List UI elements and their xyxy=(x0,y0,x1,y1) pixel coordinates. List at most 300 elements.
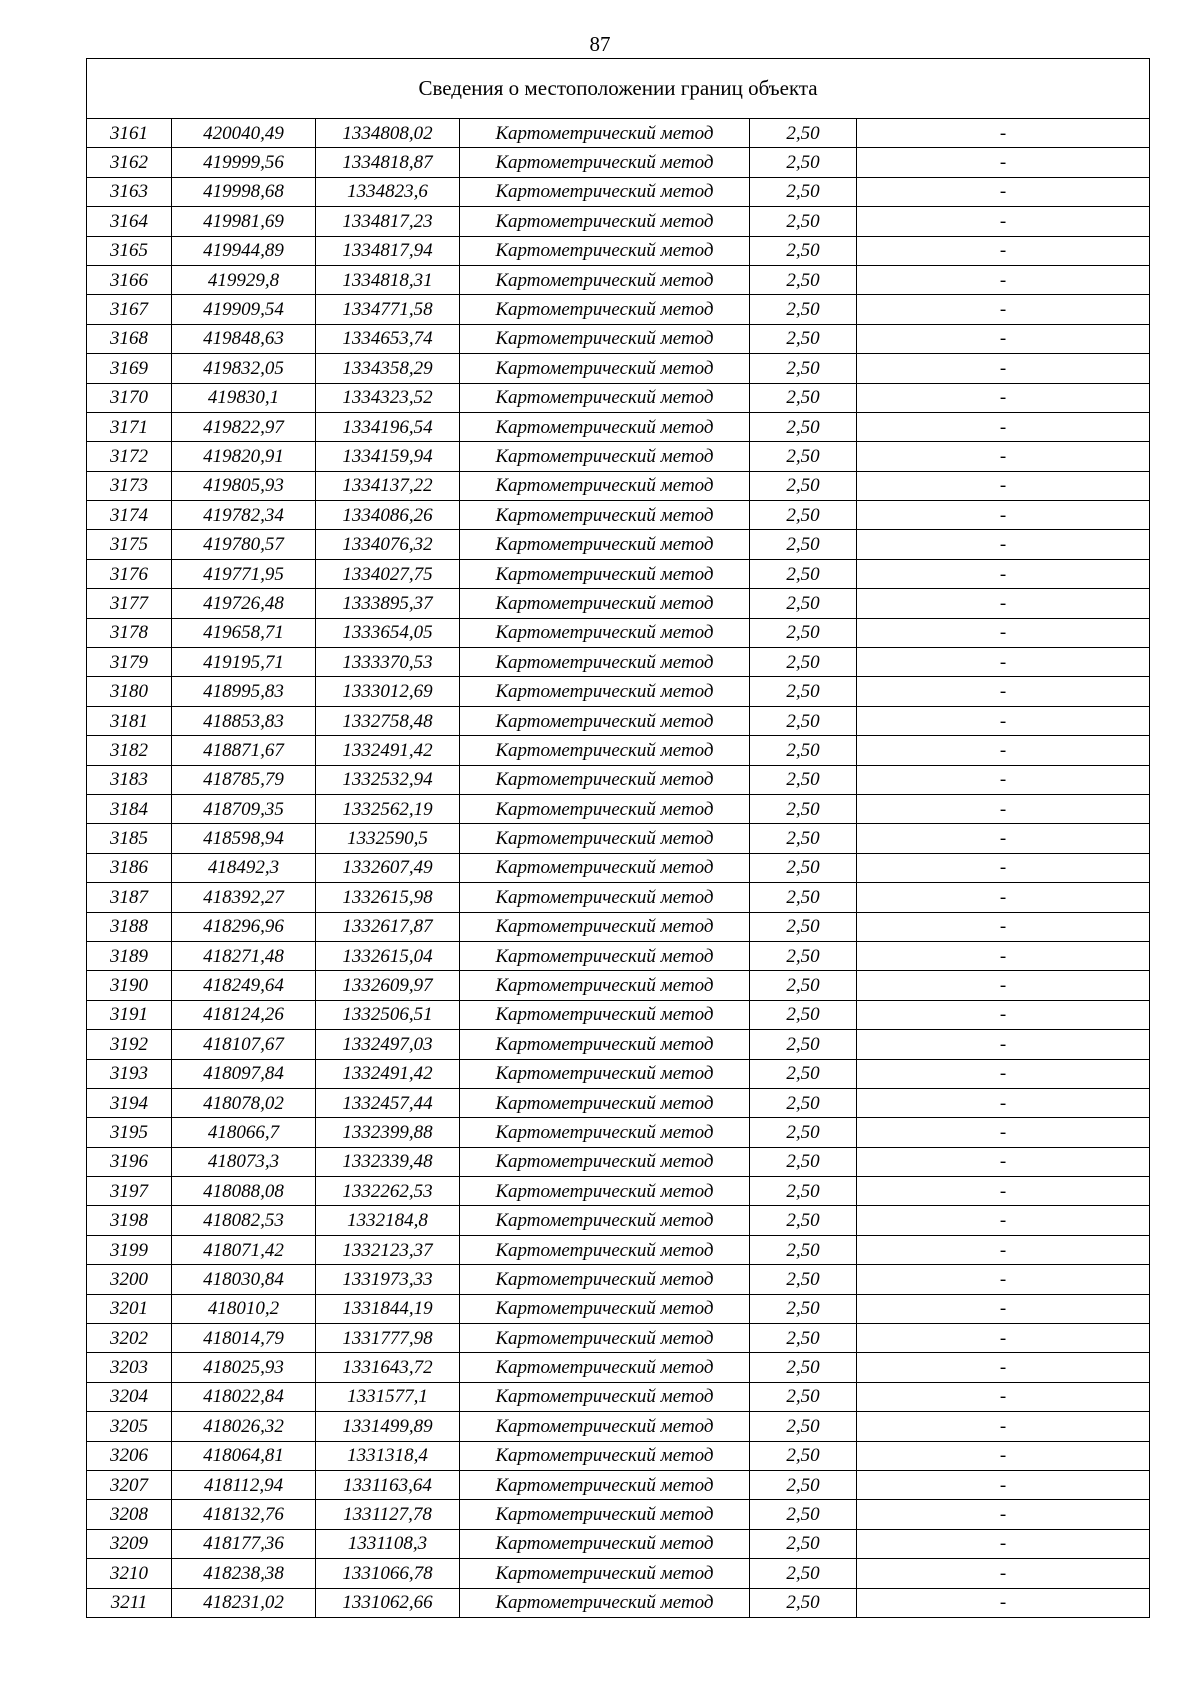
x-coordinate-cell: 418598,94 xyxy=(172,824,316,853)
x-coordinate-cell: 419929,8 xyxy=(172,265,316,294)
y-coordinate-cell: 1333370,53 xyxy=(316,648,460,677)
y-coordinate-cell: 1331844,19 xyxy=(316,1294,460,1323)
table-row xyxy=(87,295,1150,324)
accuracy-cell: 2,50 xyxy=(750,1030,857,1059)
y-coordinate-cell: 1331973,33 xyxy=(316,1265,460,1294)
accuracy-cell: 2,50 xyxy=(750,501,857,530)
accuracy-cell: 2,50 xyxy=(750,1294,857,1323)
y-coordinate-cell: 1331643,72 xyxy=(316,1353,460,1382)
table-row xyxy=(87,1412,1150,1441)
table-row xyxy=(87,1206,1150,1235)
table-row xyxy=(87,383,1150,412)
y-coordinate-cell: 1332339,48 xyxy=(316,1147,460,1176)
point-number-cell: 3204 xyxy=(87,1382,172,1411)
accuracy-cell: 2,50 xyxy=(750,236,857,265)
y-coordinate-cell: 1334771,58 xyxy=(316,295,460,324)
method-cell: Картометрический метод xyxy=(460,383,750,412)
x-coordinate-cell: 419780,57 xyxy=(172,530,316,559)
y-coordinate-cell: 1334808,02 xyxy=(316,119,460,148)
description-cell: - xyxy=(857,618,1150,647)
x-coordinate-cell: 418709,35 xyxy=(172,794,316,823)
method-cell: Картометрический метод xyxy=(460,1265,750,1294)
x-coordinate-cell: 418995,83 xyxy=(172,677,316,706)
accuracy-cell: 2,50 xyxy=(750,1588,857,1617)
y-coordinate-cell: 1331108,3 xyxy=(316,1529,460,1558)
accuracy-cell: 2,50 xyxy=(750,1500,857,1529)
point-number-cell: 3165 xyxy=(87,236,172,265)
point-number-cell: 3207 xyxy=(87,1470,172,1499)
table-row xyxy=(87,1382,1150,1411)
method-cell: Картометрический метод xyxy=(460,236,750,265)
table-caption-row xyxy=(87,59,1150,119)
point-number-cell: 3185 xyxy=(87,824,172,853)
description-cell: - xyxy=(857,794,1150,823)
x-coordinate-cell: 418026,32 xyxy=(172,1412,316,1441)
description-cell: - xyxy=(857,853,1150,882)
description-cell: - xyxy=(857,1235,1150,1264)
x-coordinate-cell: 418082,53 xyxy=(172,1206,316,1235)
description-cell: - xyxy=(857,1500,1150,1529)
method-cell: Картометрический метод xyxy=(460,1147,750,1176)
y-coordinate-cell: 1333654,05 xyxy=(316,618,460,647)
table-row xyxy=(87,589,1150,618)
y-coordinate-cell: 1332615,04 xyxy=(316,941,460,970)
table-row xyxy=(87,1088,1150,1117)
point-number-cell: 3193 xyxy=(87,1059,172,1088)
x-coordinate-cell: 418231,02 xyxy=(172,1588,316,1617)
point-number-cell: 3210 xyxy=(87,1559,172,1588)
description-cell: - xyxy=(857,1441,1150,1470)
point-number-cell: 3172 xyxy=(87,442,172,471)
accuracy-cell: 2,50 xyxy=(750,383,857,412)
accuracy-cell: 2,50 xyxy=(750,706,857,735)
accuracy-cell: 2,50 xyxy=(750,1470,857,1499)
accuracy-cell: 2,50 xyxy=(750,1265,857,1294)
point-number-cell: 3201 xyxy=(87,1294,172,1323)
x-coordinate-cell: 420040,49 xyxy=(172,119,316,148)
y-coordinate-cell: 1334358,29 xyxy=(316,354,460,383)
table-row xyxy=(87,412,1150,441)
table-row xyxy=(87,148,1150,177)
point-number-cell: 3178 xyxy=(87,618,172,647)
description-cell: - xyxy=(857,295,1150,324)
accuracy-cell: 2,50 xyxy=(750,354,857,383)
description-cell: - xyxy=(857,148,1150,177)
table-row xyxy=(87,236,1150,265)
method-cell: Картометрический метод xyxy=(460,736,750,765)
x-coordinate-cell: 418785,79 xyxy=(172,765,316,794)
x-coordinate-cell: 419998,68 xyxy=(172,177,316,206)
method-cell: Картометрический метод xyxy=(460,648,750,677)
x-coordinate-cell: 419981,69 xyxy=(172,207,316,236)
y-coordinate-cell: 1334027,75 xyxy=(316,559,460,588)
x-coordinate-cell: 418088,08 xyxy=(172,1177,316,1206)
y-coordinate-cell: 1331163,64 xyxy=(316,1470,460,1499)
point-number-cell: 3169 xyxy=(87,354,172,383)
method-cell: Картометрический метод xyxy=(460,1177,750,1206)
accuracy-cell: 2,50 xyxy=(750,765,857,794)
method-cell: Картометрический метод xyxy=(460,1324,750,1353)
method-cell: Картометрический метод xyxy=(460,1088,750,1117)
table-row xyxy=(87,1353,1150,1382)
y-coordinate-cell: 1333012,69 xyxy=(316,677,460,706)
method-cell: Картометрический метод xyxy=(460,412,750,441)
description-cell: - xyxy=(857,1294,1150,1323)
y-coordinate-cell: 1334653,74 xyxy=(316,324,460,353)
table-row xyxy=(87,824,1150,853)
accuracy-cell: 2,50 xyxy=(750,442,857,471)
point-number-cell: 3211 xyxy=(87,1588,172,1617)
description-cell: - xyxy=(857,1559,1150,1588)
method-cell: Картометрический метод xyxy=(460,883,750,912)
accuracy-cell: 2,50 xyxy=(750,530,857,559)
point-number-cell: 3166 xyxy=(87,265,172,294)
description-cell: - xyxy=(857,119,1150,148)
x-coordinate-cell: 418271,48 xyxy=(172,941,316,970)
table-row xyxy=(87,1324,1150,1353)
y-coordinate-cell: 1332562,19 xyxy=(316,794,460,823)
accuracy-cell: 2,50 xyxy=(750,824,857,853)
table-row xyxy=(87,1000,1150,1029)
method-cell: Картометрический метод xyxy=(460,1059,750,1088)
point-number-cell: 3206 xyxy=(87,1441,172,1470)
x-coordinate-cell: 419944,89 xyxy=(172,236,316,265)
description-cell: - xyxy=(857,736,1150,765)
point-number-cell: 3184 xyxy=(87,794,172,823)
y-coordinate-cell: 1334817,23 xyxy=(316,207,460,236)
point-number-cell: 3174 xyxy=(87,501,172,530)
table-row xyxy=(87,765,1150,794)
accuracy-cell: 2,50 xyxy=(750,618,857,647)
table-row xyxy=(87,1588,1150,1617)
description-cell: - xyxy=(857,471,1150,500)
accuracy-cell: 2,50 xyxy=(750,1382,857,1411)
accuracy-cell: 2,50 xyxy=(750,1177,857,1206)
accuracy-cell: 2,50 xyxy=(750,559,857,588)
table-row xyxy=(87,912,1150,941)
x-coordinate-cell: 419830,1 xyxy=(172,383,316,412)
description-cell: - xyxy=(857,1324,1150,1353)
accuracy-cell: 2,50 xyxy=(750,1059,857,1088)
x-coordinate-cell: 418066,7 xyxy=(172,1118,316,1147)
y-coordinate-cell: 1332590,5 xyxy=(316,824,460,853)
method-cell: Картометрический метод xyxy=(460,1470,750,1499)
method-cell: Картометрический метод xyxy=(460,589,750,618)
table-row xyxy=(87,559,1150,588)
description-cell: - xyxy=(857,648,1150,677)
table-row xyxy=(87,941,1150,970)
accuracy-cell: 2,50 xyxy=(750,1412,857,1441)
accuracy-cell: 2,50 xyxy=(750,1000,857,1029)
x-coordinate-cell: 418112,94 xyxy=(172,1470,316,1499)
point-number-cell: 3180 xyxy=(87,677,172,706)
point-number-cell: 3173 xyxy=(87,471,172,500)
point-number-cell: 3188 xyxy=(87,912,172,941)
point-number-cell: 3186 xyxy=(87,853,172,882)
x-coordinate-cell: 418073,3 xyxy=(172,1147,316,1176)
accuracy-cell: 2,50 xyxy=(750,207,857,236)
x-coordinate-cell: 418124,26 xyxy=(172,1000,316,1029)
point-number-cell: 3194 xyxy=(87,1088,172,1117)
y-coordinate-cell: 1331318,4 xyxy=(316,1441,460,1470)
x-coordinate-cell: 418030,84 xyxy=(172,1265,316,1294)
y-coordinate-cell: 1333895,37 xyxy=(316,589,460,618)
accuracy-cell: 2,50 xyxy=(750,883,857,912)
x-coordinate-cell: 418392,27 xyxy=(172,883,316,912)
method-cell: Картометрический метод xyxy=(460,794,750,823)
description-cell: - xyxy=(857,941,1150,970)
table-row xyxy=(87,177,1150,206)
description-cell: - xyxy=(857,912,1150,941)
description-cell: - xyxy=(857,265,1150,294)
description-cell: - xyxy=(857,530,1150,559)
y-coordinate-cell: 1331499,89 xyxy=(316,1412,460,1441)
description-cell: - xyxy=(857,1118,1150,1147)
point-number-cell: 3199 xyxy=(87,1235,172,1264)
x-coordinate-cell: 418097,84 xyxy=(172,1059,316,1088)
table-row xyxy=(87,1294,1150,1323)
accuracy-cell: 2,50 xyxy=(750,677,857,706)
method-cell: Картометрический метод xyxy=(460,1118,750,1147)
x-coordinate-cell: 419822,97 xyxy=(172,412,316,441)
point-number-cell: 3189 xyxy=(87,941,172,970)
table-row xyxy=(87,1559,1150,1588)
accuracy-cell: 2,50 xyxy=(750,1235,857,1264)
method-cell: Картометрический метод xyxy=(460,1235,750,1264)
point-number-cell: 3203 xyxy=(87,1353,172,1382)
description-cell: - xyxy=(857,354,1150,383)
description-cell: - xyxy=(857,677,1150,706)
accuracy-cell: 2,50 xyxy=(750,295,857,324)
x-coordinate-cell: 419820,91 xyxy=(172,442,316,471)
x-coordinate-cell: 418853,83 xyxy=(172,706,316,735)
description-cell: - xyxy=(857,501,1150,530)
accuracy-cell: 2,50 xyxy=(750,177,857,206)
table-row xyxy=(87,354,1150,383)
method-cell: Картометрический метод xyxy=(460,1353,750,1382)
point-number-cell: 3164 xyxy=(87,207,172,236)
y-coordinate-cell: 1332615,98 xyxy=(316,883,460,912)
table-row xyxy=(87,1470,1150,1499)
method-cell: Картометрический метод xyxy=(460,1206,750,1235)
x-coordinate-cell: 419832,05 xyxy=(172,354,316,383)
accuracy-cell: 2,50 xyxy=(750,265,857,294)
description-cell: - xyxy=(857,1000,1150,1029)
method-cell: Картометрический метод xyxy=(460,853,750,882)
x-coordinate-cell: 418107,67 xyxy=(172,1030,316,1059)
description-cell: - xyxy=(857,1353,1150,1382)
x-coordinate-cell: 419658,71 xyxy=(172,618,316,647)
method-cell: Картометрический метод xyxy=(460,1588,750,1617)
description-cell: - xyxy=(857,971,1150,1000)
description-cell: - xyxy=(857,1265,1150,1294)
method-cell: Картометрический метод xyxy=(460,706,750,735)
y-coordinate-cell: 1332758,48 xyxy=(316,706,460,735)
table-row xyxy=(87,207,1150,236)
accuracy-cell: 2,50 xyxy=(750,1147,857,1176)
accuracy-cell: 2,50 xyxy=(750,1441,857,1470)
point-number-cell: 3187 xyxy=(87,883,172,912)
x-coordinate-cell: 419726,48 xyxy=(172,589,316,618)
x-coordinate-cell: 418022,84 xyxy=(172,1382,316,1411)
method-cell: Картометрический метод xyxy=(460,177,750,206)
x-coordinate-cell: 418132,76 xyxy=(172,1500,316,1529)
table-row xyxy=(87,1265,1150,1294)
description-cell: - xyxy=(857,706,1150,735)
table-row xyxy=(87,1147,1150,1176)
y-coordinate-cell: 1331066,78 xyxy=(316,1559,460,1588)
description-cell: - xyxy=(857,442,1150,471)
table-row xyxy=(87,853,1150,882)
point-number-cell: 3192 xyxy=(87,1030,172,1059)
accuracy-cell: 2,50 xyxy=(750,1353,857,1382)
point-number-cell: 3168 xyxy=(87,324,172,353)
x-coordinate-cell: 418010,2 xyxy=(172,1294,316,1323)
y-coordinate-cell: 1332532,94 xyxy=(316,765,460,794)
method-cell: Картометрический метод xyxy=(460,677,750,706)
accuracy-cell: 2,50 xyxy=(750,412,857,441)
method-cell: Картометрический метод xyxy=(460,324,750,353)
point-number-cell: 3170 xyxy=(87,383,172,412)
method-cell: Картометрический метод xyxy=(460,265,750,294)
description-cell: - xyxy=(857,1382,1150,1411)
point-number-cell: 3177 xyxy=(87,589,172,618)
point-number-cell: 3179 xyxy=(87,648,172,677)
accuracy-cell: 2,50 xyxy=(750,971,857,1000)
y-coordinate-cell: 1334086,26 xyxy=(316,501,460,530)
x-coordinate-cell: 419195,71 xyxy=(172,648,316,677)
x-coordinate-cell: 419782,34 xyxy=(172,501,316,530)
point-number-cell: 3200 xyxy=(87,1265,172,1294)
point-number-cell: 3163 xyxy=(87,177,172,206)
table-row xyxy=(87,794,1150,823)
point-number-cell: 3195 xyxy=(87,1118,172,1147)
y-coordinate-cell: 1334076,32 xyxy=(316,530,460,559)
point-number-cell: 3181 xyxy=(87,706,172,735)
description-cell: - xyxy=(857,236,1150,265)
method-cell: Картометрический метод xyxy=(460,1559,750,1588)
description-cell: - xyxy=(857,559,1150,588)
description-cell: - xyxy=(857,1470,1150,1499)
point-number-cell: 3183 xyxy=(87,765,172,794)
method-cell: Картометрический метод xyxy=(460,471,750,500)
method-cell: Картометрический метод xyxy=(460,1441,750,1470)
accuracy-cell: 2,50 xyxy=(750,1118,857,1147)
method-cell: Картометрический метод xyxy=(460,824,750,853)
y-coordinate-cell: 1334823,6 xyxy=(316,177,460,206)
accuracy-cell: 2,50 xyxy=(750,1324,857,1353)
description-cell: - xyxy=(857,1588,1150,1617)
description-cell: - xyxy=(857,1177,1150,1206)
method-cell: Картометрический метод xyxy=(460,1529,750,1558)
point-number-cell: 3161 xyxy=(87,119,172,148)
point-number-cell: 3190 xyxy=(87,971,172,1000)
point-number-cell: 3209 xyxy=(87,1529,172,1558)
y-coordinate-cell: 1331577,1 xyxy=(316,1382,460,1411)
description-cell: - xyxy=(857,1412,1150,1441)
y-coordinate-cell: 1331777,98 xyxy=(316,1324,460,1353)
point-number-cell: 3175 xyxy=(87,530,172,559)
x-coordinate-cell: 418025,93 xyxy=(172,1353,316,1382)
accuracy-cell: 2,50 xyxy=(750,941,857,970)
description-cell: - xyxy=(857,1529,1150,1558)
y-coordinate-cell: 1332491,42 xyxy=(316,1059,460,1088)
point-number-cell: 3208 xyxy=(87,1500,172,1529)
table-row xyxy=(87,265,1150,294)
method-cell: Картометрический метод xyxy=(460,559,750,588)
accuracy-cell: 2,50 xyxy=(750,794,857,823)
method-cell: Картометрический метод xyxy=(460,119,750,148)
accuracy-cell: 2,50 xyxy=(750,119,857,148)
method-cell: Картометрический метод xyxy=(460,618,750,647)
x-coordinate-cell: 419771,95 xyxy=(172,559,316,588)
accuracy-cell: 2,50 xyxy=(750,589,857,618)
description-cell: - xyxy=(857,1088,1150,1117)
description-cell: - xyxy=(857,1147,1150,1176)
x-coordinate-cell: 418238,38 xyxy=(172,1559,316,1588)
description-cell: - xyxy=(857,177,1150,206)
y-coordinate-cell: 1331062,66 xyxy=(316,1588,460,1617)
point-number-cell: 3191 xyxy=(87,1000,172,1029)
method-cell: Картометрический метод xyxy=(460,530,750,559)
table-body xyxy=(87,59,1150,1618)
x-coordinate-cell: 418014,79 xyxy=(172,1324,316,1353)
table-row xyxy=(87,530,1150,559)
table-row xyxy=(87,442,1150,471)
accuracy-cell: 2,50 xyxy=(750,1529,857,1558)
table-row xyxy=(87,648,1150,677)
table-row xyxy=(87,1441,1150,1470)
table-row xyxy=(87,677,1150,706)
table-row xyxy=(87,501,1150,530)
table-row xyxy=(87,1235,1150,1264)
y-coordinate-cell: 1332506,51 xyxy=(316,1000,460,1029)
description-cell: - xyxy=(857,412,1150,441)
accuracy-cell: 2,50 xyxy=(750,648,857,677)
point-number-cell: 3182 xyxy=(87,736,172,765)
x-coordinate-cell: 418249,64 xyxy=(172,971,316,1000)
table-caption: Сведения о местоположении границ объекта xyxy=(87,59,1150,119)
y-coordinate-cell: 1332491,42 xyxy=(316,736,460,765)
method-cell: Картометрический метод xyxy=(460,971,750,1000)
accuracy-cell: 2,50 xyxy=(750,1559,857,1588)
method-cell: Картометрический метод xyxy=(460,148,750,177)
point-number-cell: 3196 xyxy=(87,1147,172,1176)
description-cell: - xyxy=(857,824,1150,853)
x-coordinate-cell: 418078,02 xyxy=(172,1088,316,1117)
accuracy-cell: 2,50 xyxy=(750,736,857,765)
accuracy-cell: 2,50 xyxy=(750,324,857,353)
y-coordinate-cell: 1332607,49 xyxy=(316,853,460,882)
point-number-cell: 3162 xyxy=(87,148,172,177)
accuracy-cell: 2,50 xyxy=(750,471,857,500)
y-coordinate-cell: 1332123,37 xyxy=(316,1235,460,1264)
x-coordinate-cell: 418064,81 xyxy=(172,1441,316,1470)
y-coordinate-cell: 1334817,94 xyxy=(316,236,460,265)
table-row xyxy=(87,736,1150,765)
table-row xyxy=(87,971,1150,1000)
x-coordinate-cell: 418177,36 xyxy=(172,1529,316,1558)
y-coordinate-cell: 1332399,88 xyxy=(316,1118,460,1147)
point-number-cell: 3198 xyxy=(87,1206,172,1235)
method-cell: Картометрический метод xyxy=(460,912,750,941)
method-cell: Картометрический метод xyxy=(460,765,750,794)
accuracy-cell: 2,50 xyxy=(750,853,857,882)
table-row xyxy=(87,1059,1150,1088)
x-coordinate-cell: 418071,42 xyxy=(172,1235,316,1264)
description-cell: - xyxy=(857,1030,1150,1059)
method-cell: Картометрический метод xyxy=(460,1500,750,1529)
